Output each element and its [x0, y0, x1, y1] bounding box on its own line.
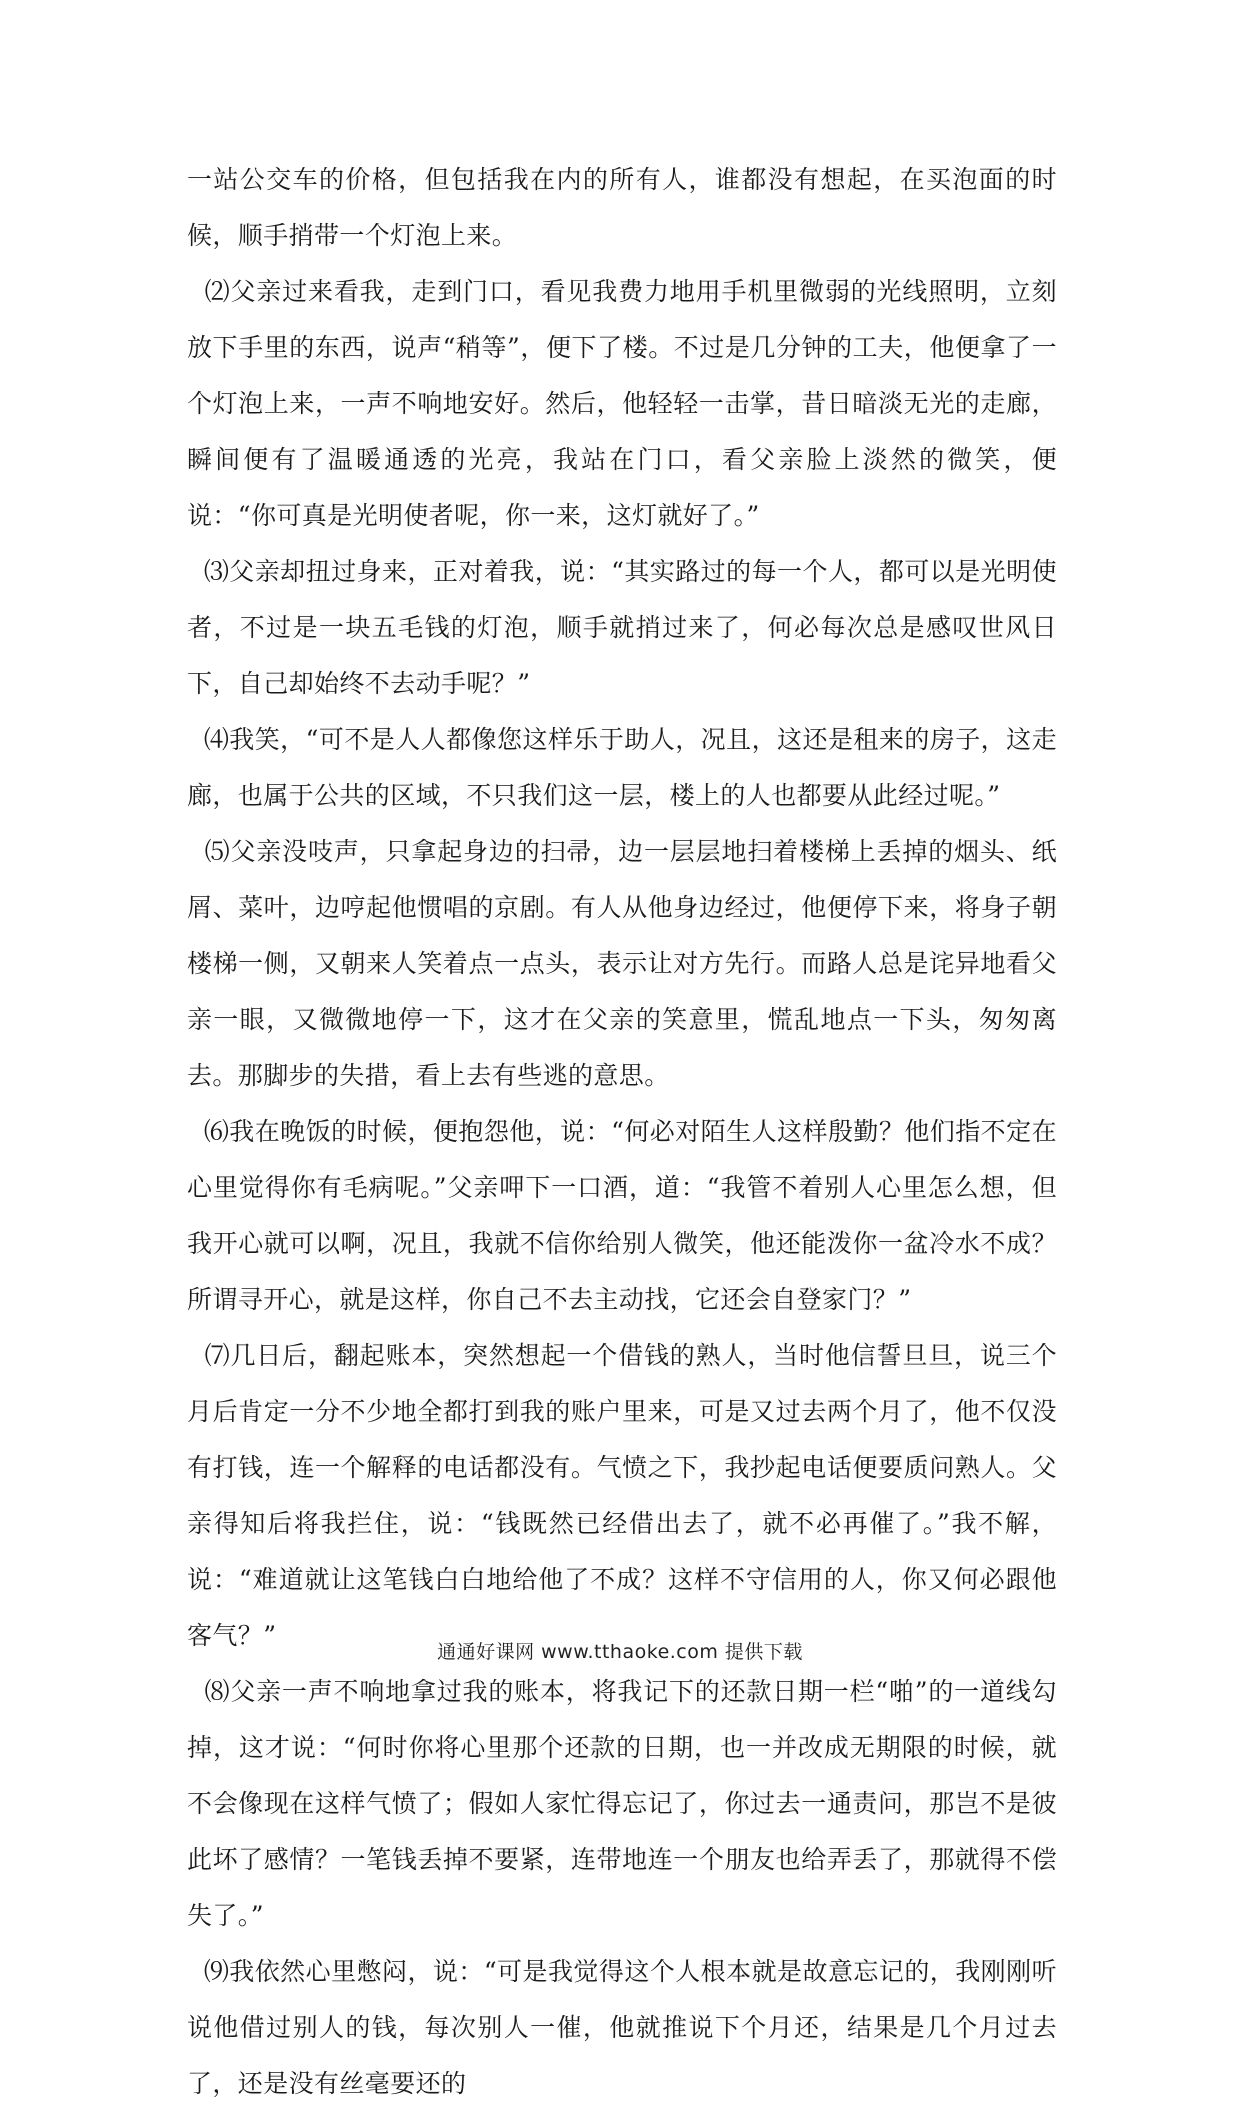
paragraph-8: ⑻父亲一声不响地拿过我的账本，将我记下的还款日期一栏“啪”的一道线勾掉，这才说：“何时你将心里那个还款的日期，也一并改成无期限的时候，就不会像现在这样气愤了；假如人家忙得忘记了，你过去一通责问，那岂不是彼此坏了感情？一笔钱丢掉不要紧，连带地连一个朋友也给弄丢了，那就得不偿失了。”: [187, 1677, 1057, 1930]
paragraph-9: ⑼我依然心里憋闷，说：“可是我觉得这个人根本就是故意忘记的，我刚刚听说他借过别人的钱，每次别人一催，他就推说下个月还，结果是几个月过去了，还是没有丝毫要还的: [187, 1957, 1057, 2098]
paragraph-3: ⑶父亲却扭过身来，正对着我，说：“其实路过的每一个人，都可以是光明使者，不过是一块五毛钱的灯泡，顺手就捎过来了，何必每次总是感叹世风日下，自己却始终不去动手呢？”: [187, 557, 1057, 698]
paragraph-continuation: 一站公交车的价格，但包括我在内的所有人，谁都没有想起，在买泡面的时候，顺手捎带一个灯泡上来。: [187, 165, 1057, 250]
paragraph-5: ⑸父亲没吱声，只拿起身边的扫帚，边一层层地扫着楼梯上丢掉的烟头、纸屑、菜叶，边哼起他惯唱的京剧。有人从他身边经过，他便停下来，将身子朝楼梯一侧，又朝来人笑着点一点头，表示让对方先行。而路人总是诧异地看父亲一眼，又微微地停一下，这才在父亲的笑意里，慌乱地点一下头，匆匆离去。那脚步的失措，看上去有些逃的意思。: [187, 837, 1058, 1090]
paragraph-7: ⑺几日后，翻起账本，突然想起一个借钱的熟人，当时他信誓旦旦，说三个月后肯定一分不少地全都打到我的账户里来，可是又过去两个月了，他不仅没有打钱，连一个解释的电话都没有。气愤之下，我抄起电话便要质问熟人。父亲得知后将我拦住，说：“钱既然已经借出去了，就不必再催了。”我不解，说：“难道就让这笔钱白白地给他了不成？这样不守信用的人，你又何必跟他客气？”: [187, 1341, 1058, 1650]
paragraph-6: ⑹我在晚饭的时候，便抱怨他，说：“何必对陌生人这样殷勤？他们指不定在心里觉得你有毛病呢。”父亲呷下一口酒，道：“我管不着别人心里怎么想，但我开心就可以啊，况且，我就不信你给别人微笑，他还能泼你一盆冷水不成？所谓寻开心，就是这样，你自己不去主动找，它还会自登家门？”: [187, 1117, 1057, 1314]
paragraph-4: ⑷我笑，“可不是人人都像您这样乐于助人，况且，这还是租来的房子，这走廊，也属于公共的区域，不只我们这一层，楼上的人也都要从此经过呢。”: [187, 725, 1057, 810]
page-footer: 通通好课网 www.tthaoke.com 提供下载: [437, 1641, 803, 1663]
paragraph-2: ⑵父亲过来看我，走到门口，看见我费力地用手机里微弱的光线照明，立刻放下手里的东西，说声“稍等”，便下了楼。不过是几分钟的工夫，他便拿了一个灯泡上来，一声不响地安好。然后，他轻轻一击掌，昔日暗淡无光的走廊，瞬间便有了温暖通透的光亮，我站在门口，看父亲脸上淡然的微笑，便说：“你可真是光明使者呢，你一来，这灯就好了。”: [187, 277, 1058, 530]
article-body: [187, 152, 1057, 2112]
